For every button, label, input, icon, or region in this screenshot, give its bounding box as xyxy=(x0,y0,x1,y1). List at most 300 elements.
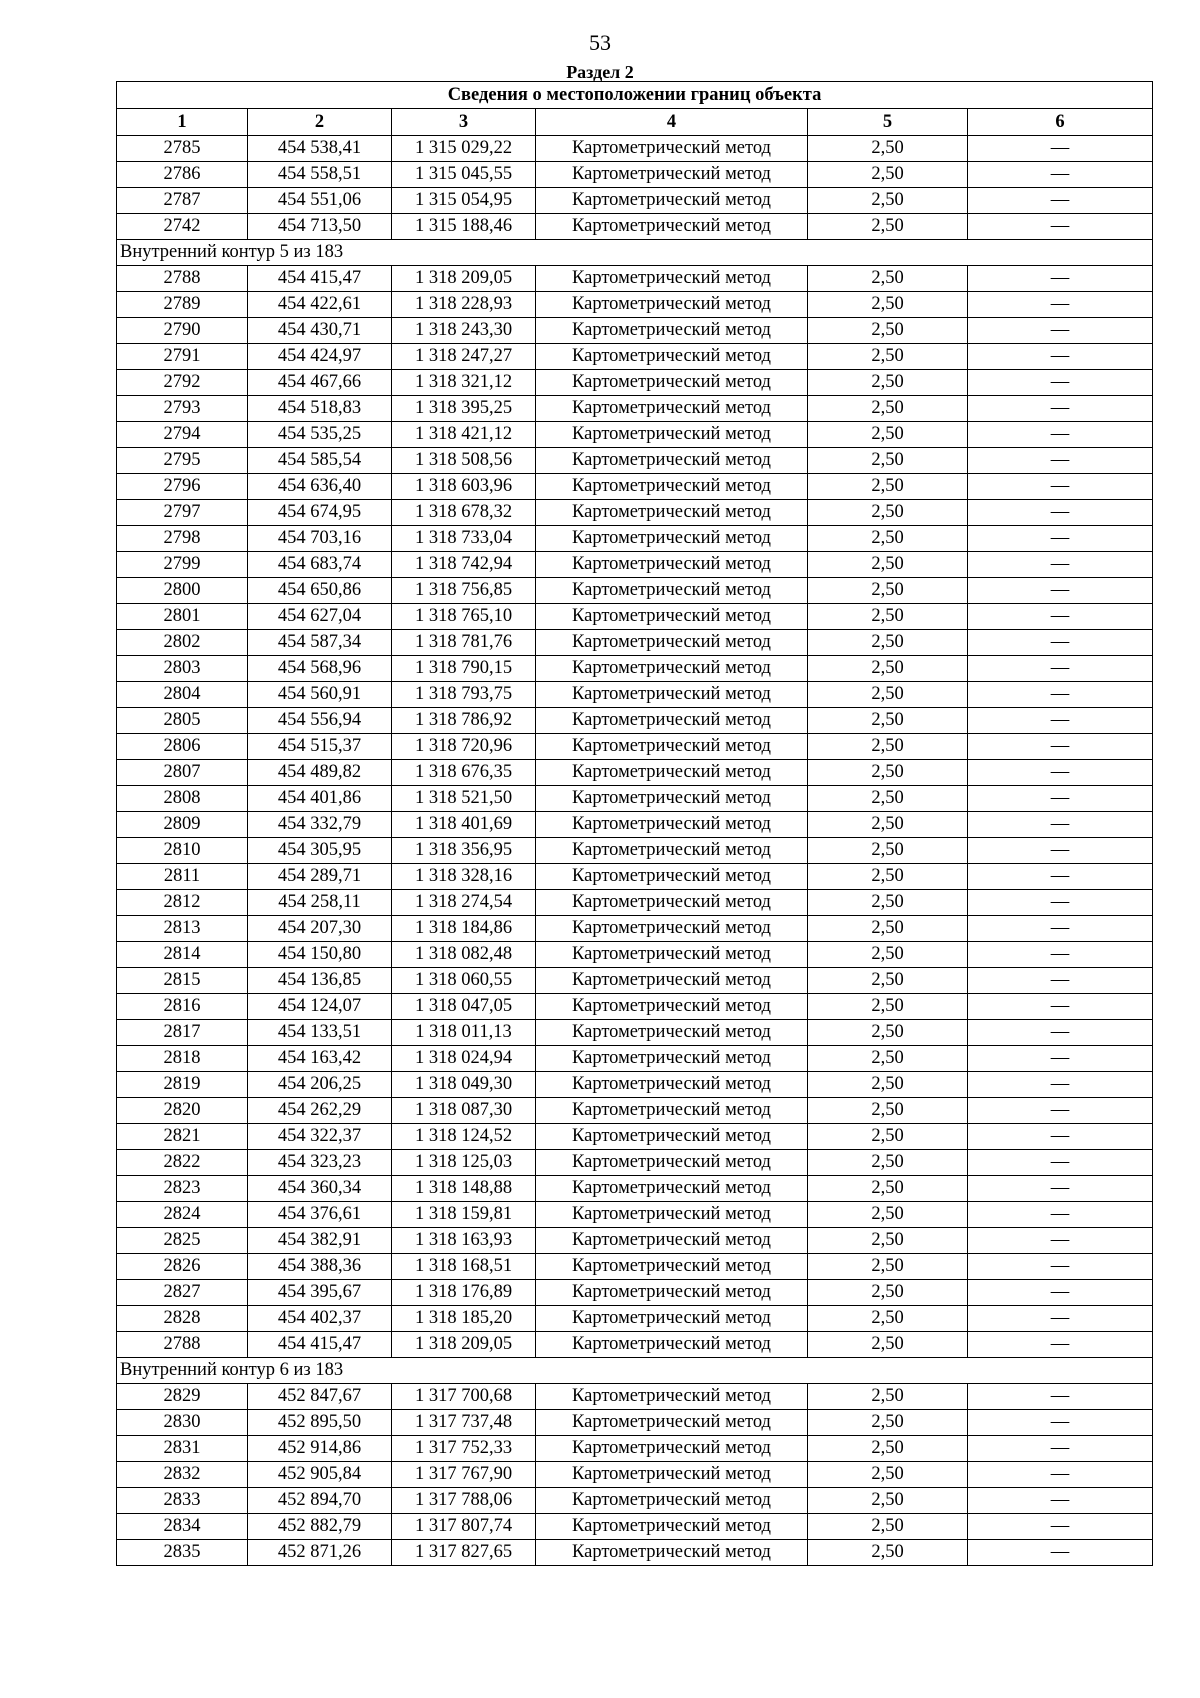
column-header: 2 xyxy=(248,109,392,136)
method-cell: Картометрический метод xyxy=(536,1150,808,1176)
point-number-cell: 2818 xyxy=(117,1046,248,1072)
point-number-cell: 2798 xyxy=(117,526,248,552)
x-coordinate-cell: 454 515,37 xyxy=(248,734,392,760)
y-coordinate-cell: 1 318 508,56 xyxy=(392,448,536,474)
method-cell: Картометрический метод xyxy=(536,1436,808,1462)
column-header: 6 xyxy=(968,109,1153,136)
description-cell: — xyxy=(968,578,1153,604)
x-coordinate-cell: 454 305,95 xyxy=(248,838,392,864)
x-coordinate-cell: 454 360,34 xyxy=(248,1176,392,1202)
y-coordinate-cell: 1 318 148,88 xyxy=(392,1176,536,1202)
precision-cell: 2,50 xyxy=(808,864,968,890)
table-row xyxy=(117,500,1153,526)
point-number-cell: 2830 xyxy=(117,1410,248,1436)
column-header: 4 xyxy=(536,109,808,136)
precision-cell: 2,50 xyxy=(808,604,968,630)
x-coordinate-cell: 454 558,51 xyxy=(248,162,392,188)
x-coordinate-cell: 454 430,71 xyxy=(248,318,392,344)
x-coordinate-cell: 454 323,23 xyxy=(248,1150,392,1176)
column-header: 1 xyxy=(117,109,248,136)
table-row xyxy=(117,136,1153,162)
precision-cell: 2,50 xyxy=(808,1280,968,1306)
method-cell: Картометрический метод xyxy=(536,734,808,760)
method-cell: Картометрический метод xyxy=(536,344,808,370)
point-number-cell: 2828 xyxy=(117,1306,248,1332)
x-coordinate-cell: 452 914,86 xyxy=(248,1436,392,1462)
method-cell: Картометрический метод xyxy=(536,1462,808,1488)
y-coordinate-cell: 1 318 603,96 xyxy=(392,474,536,500)
table-row xyxy=(117,1176,1153,1202)
precision-cell: 2,50 xyxy=(808,1410,968,1436)
x-coordinate-cell: 454 382,91 xyxy=(248,1228,392,1254)
description-cell: — xyxy=(968,422,1153,448)
y-coordinate-cell: 1 317 788,06 xyxy=(392,1488,536,1514)
table-row xyxy=(117,1046,1153,1072)
x-coordinate-cell: 454 124,07 xyxy=(248,994,392,1020)
y-coordinate-cell: 1 318 720,96 xyxy=(392,734,536,760)
table-row xyxy=(117,1280,1153,1306)
point-number-cell: 2814 xyxy=(117,942,248,968)
point-number-cell: 2790 xyxy=(117,318,248,344)
y-coordinate-cell: 1 318 168,51 xyxy=(392,1254,536,1280)
x-coordinate-cell: 454 262,29 xyxy=(248,1098,392,1124)
point-number-cell: 2819 xyxy=(117,1072,248,1098)
table-row xyxy=(117,708,1153,734)
description-cell: — xyxy=(968,656,1153,682)
x-coordinate-cell: 452 882,79 xyxy=(248,1514,392,1540)
y-coordinate-cell: 1 317 807,74 xyxy=(392,1514,536,1540)
description-cell: — xyxy=(968,266,1153,292)
x-coordinate-cell: 454 535,25 xyxy=(248,422,392,448)
description-cell: — xyxy=(968,890,1153,916)
table-row xyxy=(117,526,1153,552)
method-cell: Картометрический метод xyxy=(536,1254,808,1280)
point-number-cell: 2827 xyxy=(117,1280,248,1306)
y-coordinate-cell: 1 318 790,15 xyxy=(392,656,536,682)
precision-cell: 2,50 xyxy=(808,214,968,240)
y-coordinate-cell: 1 318 163,93 xyxy=(392,1228,536,1254)
description-cell: — xyxy=(968,1176,1153,1202)
description-cell: — xyxy=(968,786,1153,812)
precision-cell: 2,50 xyxy=(808,578,968,604)
precision-cell: 2,50 xyxy=(808,1150,968,1176)
description-cell: — xyxy=(968,630,1153,656)
x-coordinate-cell: 454 713,50 xyxy=(248,214,392,240)
precision-cell: 2,50 xyxy=(808,1514,968,1540)
description-cell: — xyxy=(968,292,1153,318)
table-row xyxy=(117,266,1153,292)
description-cell: — xyxy=(968,448,1153,474)
method-cell: Картометрический метод xyxy=(536,1020,808,1046)
y-coordinate-cell: 1 318 247,27 xyxy=(392,344,536,370)
contour-row xyxy=(117,240,1153,266)
method-cell: Картометрический метод xyxy=(536,968,808,994)
method-cell: Картометрический метод xyxy=(536,890,808,916)
y-coordinate-cell: 1 318 676,35 xyxy=(392,760,536,786)
precision-cell: 2,50 xyxy=(808,656,968,682)
table-row xyxy=(117,214,1153,240)
description-cell: — xyxy=(968,396,1153,422)
table-row xyxy=(117,318,1153,344)
point-number-cell: 2803 xyxy=(117,656,248,682)
description-cell: — xyxy=(968,994,1153,1020)
precision-cell: 2,50 xyxy=(808,1540,968,1566)
table-row xyxy=(117,1540,1153,1566)
x-coordinate-cell: 452 895,50 xyxy=(248,1410,392,1436)
precision-cell: 2,50 xyxy=(808,500,968,526)
y-coordinate-cell: 1 317 827,65 xyxy=(392,1540,536,1566)
point-number-cell: 2822 xyxy=(117,1150,248,1176)
point-number-cell: 2791 xyxy=(117,344,248,370)
method-cell: Картометрический метод xyxy=(536,656,808,682)
precision-cell: 2,50 xyxy=(808,344,968,370)
x-coordinate-cell: 454 683,74 xyxy=(248,552,392,578)
point-number-cell: 2824 xyxy=(117,1202,248,1228)
point-number-cell: 2825 xyxy=(117,1228,248,1254)
y-coordinate-cell: 1 318 047,05 xyxy=(392,994,536,1020)
x-coordinate-cell: 454 560,91 xyxy=(248,682,392,708)
precision-cell: 2,50 xyxy=(808,292,968,318)
description-cell: — xyxy=(968,1462,1153,1488)
y-coordinate-cell: 1 318 395,25 xyxy=(392,396,536,422)
point-number-cell: 2801 xyxy=(117,604,248,630)
boundary-table-wrapper xyxy=(116,81,1152,1566)
method-cell: Картометрический метод xyxy=(536,370,808,396)
x-coordinate-cell: 454 322,37 xyxy=(248,1124,392,1150)
table-row xyxy=(117,994,1153,1020)
method-cell: Картометрический метод xyxy=(536,318,808,344)
description-cell: — xyxy=(968,344,1153,370)
x-coordinate-cell: 454 424,97 xyxy=(248,344,392,370)
precision-cell: 2,50 xyxy=(808,838,968,864)
description-cell: — xyxy=(968,1046,1153,1072)
x-coordinate-cell: 454 627,04 xyxy=(248,604,392,630)
method-cell: Картометрический метод xyxy=(536,1280,808,1306)
x-coordinate-cell: 454 703,16 xyxy=(248,526,392,552)
method-cell: Картометрический метод xyxy=(536,1384,808,1410)
table-row xyxy=(117,292,1153,318)
x-coordinate-cell: 454 538,41 xyxy=(248,136,392,162)
table-row xyxy=(117,682,1153,708)
x-coordinate-cell: 454 402,37 xyxy=(248,1306,392,1332)
y-coordinate-cell: 1 318 049,30 xyxy=(392,1072,536,1098)
point-number-cell: 2831 xyxy=(117,1436,248,1462)
method-cell: Картометрический метод xyxy=(536,942,808,968)
description-cell: — xyxy=(968,1202,1153,1228)
table-caption-row xyxy=(117,82,1153,109)
boundary-coordinates-table xyxy=(116,81,1153,1566)
y-coordinate-cell: 1 318 274,54 xyxy=(392,890,536,916)
x-coordinate-cell: 454 388,36 xyxy=(248,1254,392,1280)
point-number-cell: 2815 xyxy=(117,968,248,994)
description-cell: — xyxy=(968,214,1153,240)
precision-cell: 2,50 xyxy=(808,1046,968,1072)
method-cell: Картометрический метод xyxy=(536,708,808,734)
table-row xyxy=(117,838,1153,864)
point-number-cell: 2802 xyxy=(117,630,248,656)
y-coordinate-cell: 1 318 124,52 xyxy=(392,1124,536,1150)
x-coordinate-cell: 454 376,61 xyxy=(248,1202,392,1228)
method-cell: Картометрический метод xyxy=(536,604,808,630)
table-row xyxy=(117,864,1153,890)
x-coordinate-cell: 454 518,83 xyxy=(248,396,392,422)
x-coordinate-cell: 454 401,86 xyxy=(248,786,392,812)
y-coordinate-cell: 1 318 125,03 xyxy=(392,1150,536,1176)
table-row xyxy=(117,812,1153,838)
point-number-cell: 2808 xyxy=(117,786,248,812)
table-row xyxy=(117,1098,1153,1124)
table-row xyxy=(117,552,1153,578)
precision-cell: 2,50 xyxy=(808,1228,968,1254)
x-coordinate-cell: 454 150,80 xyxy=(248,942,392,968)
y-coordinate-cell: 1 318 781,76 xyxy=(392,630,536,656)
x-coordinate-cell: 454 415,47 xyxy=(248,266,392,292)
point-number-cell: 2786 xyxy=(117,162,248,188)
column-header: 3 xyxy=(392,109,536,136)
point-number-cell: 2742 xyxy=(117,214,248,240)
point-number-cell: 2811 xyxy=(117,864,248,890)
table-row xyxy=(117,396,1153,422)
method-cell: Картометрический метод xyxy=(536,994,808,1020)
point-number-cell: 2834 xyxy=(117,1514,248,1540)
method-cell: Картометрический метод xyxy=(536,266,808,292)
precision-cell: 2,50 xyxy=(808,422,968,448)
point-number-cell: 2823 xyxy=(117,1176,248,1202)
precision-cell: 2,50 xyxy=(808,1488,968,1514)
table-row xyxy=(117,1488,1153,1514)
point-number-cell: 2835 xyxy=(117,1540,248,1566)
method-cell: Картометрический метод xyxy=(536,578,808,604)
description-cell: — xyxy=(968,1514,1153,1540)
y-coordinate-cell: 1 315 054,95 xyxy=(392,188,536,214)
x-coordinate-cell: 454 206,25 xyxy=(248,1072,392,1098)
point-number-cell: 2805 xyxy=(117,708,248,734)
point-number-cell: 2792 xyxy=(117,370,248,396)
description-cell: — xyxy=(968,188,1153,214)
point-number-cell: 2788 xyxy=(117,1332,248,1358)
precision-cell: 2,50 xyxy=(808,1254,968,1280)
method-cell: Картометрический метод xyxy=(536,1124,808,1150)
method-cell: Картометрический метод xyxy=(536,552,808,578)
method-cell: Картометрический метод xyxy=(536,1410,808,1436)
point-number-cell: 2800 xyxy=(117,578,248,604)
contour-label: Внутренний контур 6 из 183 xyxy=(117,1358,1153,1384)
description-cell: — xyxy=(968,1436,1153,1462)
precision-cell: 2,50 xyxy=(808,760,968,786)
precision-cell: 2,50 xyxy=(808,1202,968,1228)
table-row xyxy=(117,162,1153,188)
table-row xyxy=(117,968,1153,994)
table-body xyxy=(117,136,1153,1566)
precision-cell: 2,50 xyxy=(808,370,968,396)
table-row xyxy=(117,942,1153,968)
precision-cell: 2,50 xyxy=(808,916,968,942)
y-coordinate-cell: 1 318 421,12 xyxy=(392,422,536,448)
x-coordinate-cell: 454 489,82 xyxy=(248,760,392,786)
precision-cell: 2,50 xyxy=(808,786,968,812)
description-cell: — xyxy=(968,1124,1153,1150)
table-row xyxy=(117,734,1153,760)
x-coordinate-cell: 454 551,06 xyxy=(248,188,392,214)
point-number-cell: 2821 xyxy=(117,1124,248,1150)
method-cell: Картометрический метод xyxy=(536,396,808,422)
method-cell: Картометрический метод xyxy=(536,422,808,448)
table-row xyxy=(117,1332,1153,1358)
y-coordinate-cell: 1 318 011,13 xyxy=(392,1020,536,1046)
x-coordinate-cell: 452 905,84 xyxy=(248,1462,392,1488)
precision-cell: 2,50 xyxy=(808,552,968,578)
x-coordinate-cell: 454 415,47 xyxy=(248,1332,392,1358)
description-cell: — xyxy=(968,1540,1153,1566)
description-cell: — xyxy=(968,942,1153,968)
y-coordinate-cell: 1 318 209,05 xyxy=(392,266,536,292)
precision-cell: 2,50 xyxy=(808,942,968,968)
precision-cell: 2,50 xyxy=(808,318,968,344)
point-number-cell: 2796 xyxy=(117,474,248,500)
description-cell: — xyxy=(968,682,1153,708)
x-coordinate-cell: 454 636,40 xyxy=(248,474,392,500)
point-number-cell: 2797 xyxy=(117,500,248,526)
point-number-cell: 2785 xyxy=(117,136,248,162)
point-number-cell: 2807 xyxy=(117,760,248,786)
method-cell: Картометрический метод xyxy=(536,474,808,500)
y-coordinate-cell: 1 318 060,55 xyxy=(392,968,536,994)
precision-cell: 2,50 xyxy=(808,136,968,162)
x-coordinate-cell: 452 894,70 xyxy=(248,1488,392,1514)
point-number-cell: 2810 xyxy=(117,838,248,864)
method-cell: Картометрический метод xyxy=(536,214,808,240)
method-cell: Картометрический метод xyxy=(536,1228,808,1254)
y-coordinate-cell: 1 318 733,04 xyxy=(392,526,536,552)
table-row xyxy=(117,1384,1153,1410)
method-cell: Картометрический метод xyxy=(536,448,808,474)
y-coordinate-cell: 1 318 793,75 xyxy=(392,682,536,708)
description-cell: — xyxy=(968,1488,1153,1514)
precision-cell: 2,50 xyxy=(808,266,968,292)
column-header: 5 xyxy=(808,109,968,136)
y-coordinate-cell: 1 317 752,33 xyxy=(392,1436,536,1462)
method-cell: Картометрический метод xyxy=(536,500,808,526)
precision-cell: 2,50 xyxy=(808,188,968,214)
method-cell: Картометрический метод xyxy=(536,1202,808,1228)
description-cell: — xyxy=(968,552,1153,578)
point-number-cell: 2787 xyxy=(117,188,248,214)
method-cell: Картометрический метод xyxy=(536,136,808,162)
y-coordinate-cell: 1 318 356,95 xyxy=(392,838,536,864)
y-coordinate-cell: 1 318 321,12 xyxy=(392,370,536,396)
y-coordinate-cell: 1 318 786,92 xyxy=(392,708,536,734)
method-cell: Картометрический метод xyxy=(536,292,808,318)
description-cell: — xyxy=(968,318,1153,344)
description-cell: — xyxy=(968,1072,1153,1098)
y-coordinate-cell: 1 318 159,81 xyxy=(392,1202,536,1228)
precision-cell: 2,50 xyxy=(808,1384,968,1410)
method-cell: Картометрический метод xyxy=(536,630,808,656)
point-number-cell: 2809 xyxy=(117,812,248,838)
y-coordinate-cell: 1 317 700,68 xyxy=(392,1384,536,1410)
y-coordinate-cell: 1 317 737,48 xyxy=(392,1410,536,1436)
point-number-cell: 2826 xyxy=(117,1254,248,1280)
method-cell: Картометрический метод xyxy=(536,162,808,188)
method-cell: Картометрический метод xyxy=(536,1540,808,1566)
x-coordinate-cell: 454 556,94 xyxy=(248,708,392,734)
method-cell: Картометрический метод xyxy=(536,916,808,942)
table-row xyxy=(117,604,1153,630)
table-row xyxy=(117,916,1153,942)
table-row xyxy=(117,578,1153,604)
precision-cell: 2,50 xyxy=(808,1462,968,1488)
precision-cell: 2,50 xyxy=(808,708,968,734)
y-coordinate-cell: 1 318 176,89 xyxy=(392,1280,536,1306)
y-coordinate-cell: 1 315 045,55 xyxy=(392,162,536,188)
table-row xyxy=(117,1124,1153,1150)
method-cell: Картометрический метод xyxy=(536,812,808,838)
method-cell: Картометрический метод xyxy=(536,786,808,812)
description-cell: — xyxy=(968,136,1153,162)
precision-cell: 2,50 xyxy=(808,812,968,838)
table-row xyxy=(117,1020,1153,1046)
precision-cell: 2,50 xyxy=(808,1020,968,1046)
table-row xyxy=(117,422,1153,448)
method-cell: Картометрический метод xyxy=(536,760,808,786)
description-cell: — xyxy=(968,1228,1153,1254)
method-cell: Картометрический метод xyxy=(536,1514,808,1540)
point-number-cell: 2817 xyxy=(117,1020,248,1046)
method-cell: Картометрический метод xyxy=(536,526,808,552)
table-row xyxy=(117,1514,1153,1540)
table-row xyxy=(117,630,1153,656)
precision-cell: 2,50 xyxy=(808,1098,968,1124)
y-coordinate-cell: 1 318 228,93 xyxy=(392,292,536,318)
y-coordinate-cell: 1 318 185,20 xyxy=(392,1306,536,1332)
x-coordinate-cell: 454 585,54 xyxy=(248,448,392,474)
y-coordinate-cell: 1 318 328,16 xyxy=(392,864,536,890)
description-cell: — xyxy=(968,812,1153,838)
method-cell: Картометрический метод xyxy=(536,1176,808,1202)
table-row xyxy=(117,1228,1153,1254)
precision-cell: 2,50 xyxy=(808,1306,968,1332)
y-coordinate-cell: 1 318 678,32 xyxy=(392,500,536,526)
description-cell: — xyxy=(968,1384,1153,1410)
y-coordinate-cell: 1 318 243,30 xyxy=(392,318,536,344)
x-coordinate-cell: 454 207,30 xyxy=(248,916,392,942)
point-number-cell: 2832 xyxy=(117,1462,248,1488)
method-cell: Картометрический метод xyxy=(536,864,808,890)
description-cell: — xyxy=(968,1306,1153,1332)
precision-cell: 2,50 xyxy=(808,1124,968,1150)
point-number-cell: 2793 xyxy=(117,396,248,422)
table-row xyxy=(117,1202,1153,1228)
method-cell: Картометрический метод xyxy=(536,838,808,864)
x-coordinate-cell: 454 650,86 xyxy=(248,578,392,604)
precision-cell: 2,50 xyxy=(808,474,968,500)
y-coordinate-cell: 1 318 765,10 xyxy=(392,604,536,630)
description-cell: — xyxy=(968,474,1153,500)
method-cell: Картометрический метод xyxy=(536,1072,808,1098)
x-coordinate-cell: 454 395,67 xyxy=(248,1280,392,1306)
description-cell: — xyxy=(968,968,1153,994)
table-row xyxy=(117,786,1153,812)
precision-cell: 2,50 xyxy=(808,682,968,708)
y-coordinate-cell: 1 318 024,94 xyxy=(392,1046,536,1072)
x-coordinate-cell: 454 289,71 xyxy=(248,864,392,890)
x-coordinate-cell: 454 467,66 xyxy=(248,370,392,396)
table-row xyxy=(117,656,1153,682)
point-number-cell: 2820 xyxy=(117,1098,248,1124)
section-title: Раздел 2 xyxy=(566,62,634,82)
precision-cell: 2,50 xyxy=(808,526,968,552)
y-coordinate-cell: 1 318 184,86 xyxy=(392,916,536,942)
